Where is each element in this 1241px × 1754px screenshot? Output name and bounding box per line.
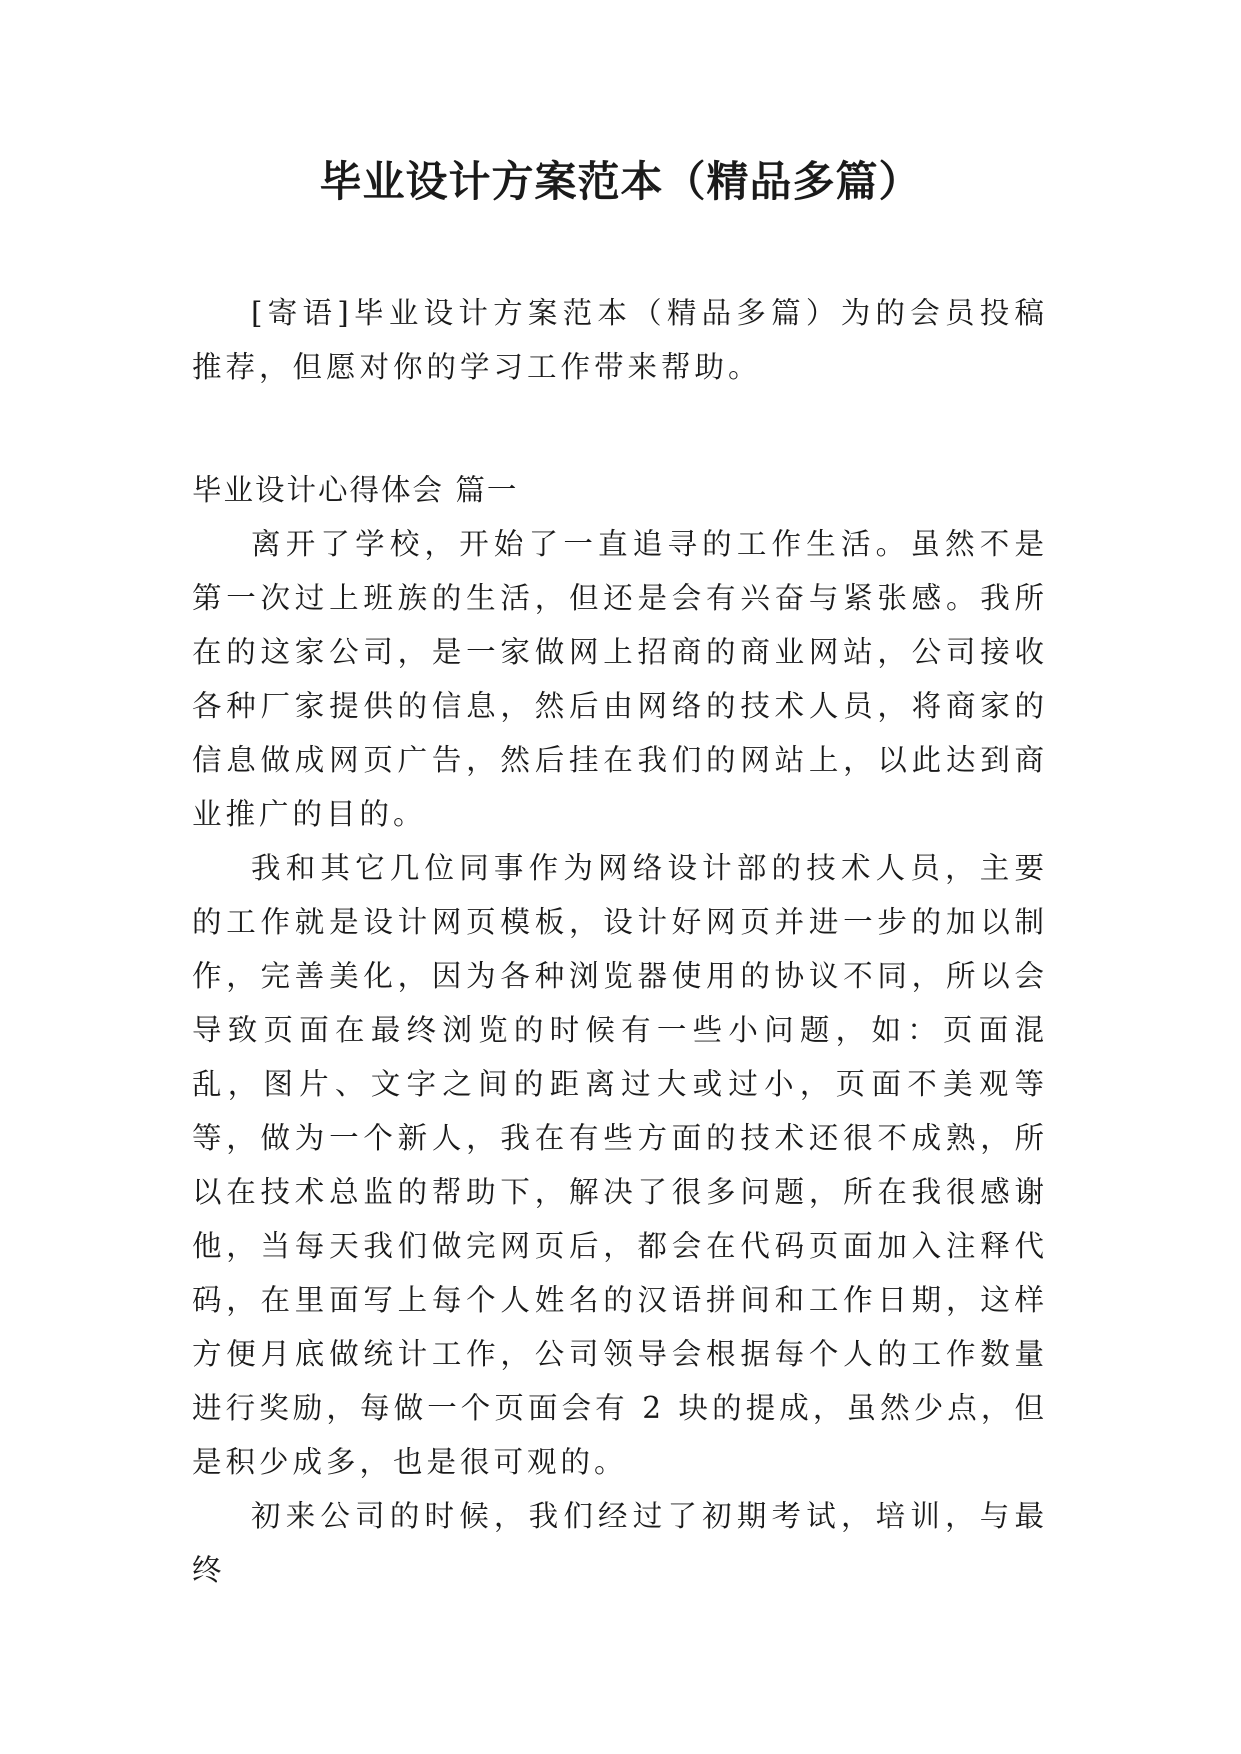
body-paragraph-1: 离开了学校，开始了一直追寻的工作生活。虽然不是第一次过上班族的生活，但还是会有兴奋与紧张感。我所在的这家公司，是一家做网上招商的商业网站，公司接收各种厂家提供的信息，然后由网络的技术人员，将商家的信息做成网页广告，然后挂在我们的网站上，以此达到商业推广的目的。 [192,527,1048,831]
intro-block [192,286,1048,394]
body-paragraph-3: 初来公司的时候，我们经过了初期考试，培训，与最终 [192,1499,1048,1587]
section-heading: 毕业设计心得体会 篇一 [192,473,519,507]
intro-paragraph: [寄语]毕业设计方案范本（精品多篇）为的会员投稿推荐，但愿对你的学习工作带来帮助。 [192,296,1048,384]
document-title: 毕业设计方案范本（精品多篇） [319,157,922,206]
body-paragraph-2: 我和其它几位同事作为网络设计部的技术人员，主要的工作就是设计网页模板，设计好网页并进一步的加以制作，完善美化，因为各种浏览器使用的协议不同，所以会导致页面在最终浏览的时候有一些小问题，如：页面混乱，图片、文字之间的距离过大或过小，页面不美观等等，做为一个新人，我在有些方面的技术还很不成熟，所以在技术总监的帮助下，解决了很多问题，所在我很感谢他，当每天我们做完网页后，都会在代码页面加入注释代码，在里面写上每个人姓名的汉语拼间和工作日期，这样方便月底做统计工作，公司领导会根据每个人的工作数量进行奖励，每做一个页面会有 2 块的提成，虽然少点，但是积少成多，也是很可观的。 [192,851,1048,1479]
body-text [192,517,1048,1597]
